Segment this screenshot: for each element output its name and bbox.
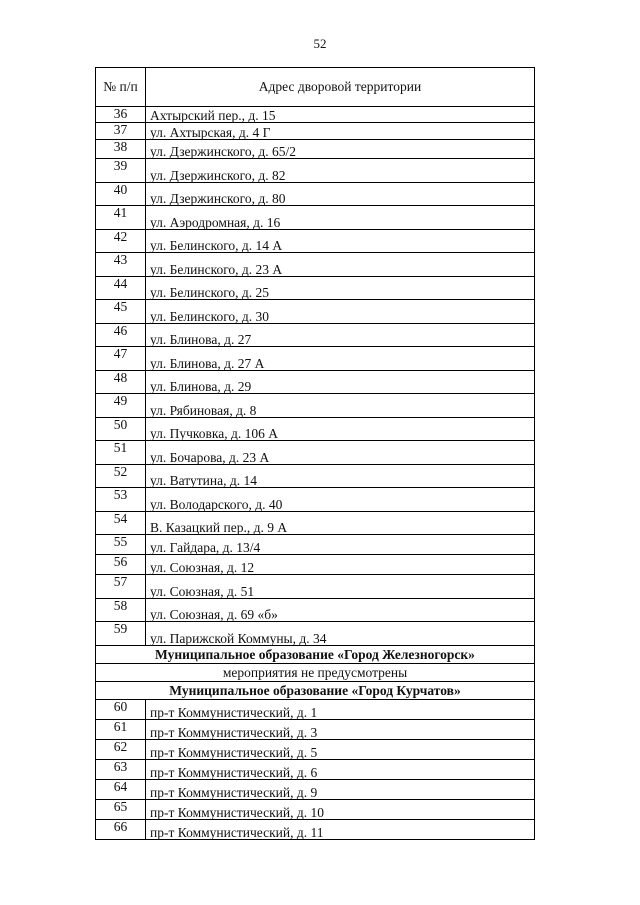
table-row xyxy=(96,720,535,740)
row-number: 39 xyxy=(96,159,146,183)
table-group-2 xyxy=(96,700,535,840)
table-row xyxy=(96,465,535,488)
row-number: 52 xyxy=(96,465,146,488)
table-row xyxy=(96,575,535,599)
row-number: 41 xyxy=(96,206,146,230)
row-number: 56 xyxy=(96,555,146,575)
row-address: ул. Ватутина, д. 14 xyxy=(146,465,535,488)
row-address: ул. Блинова, д. 29 xyxy=(146,371,535,394)
row-number: 36 xyxy=(96,107,146,123)
row-address: ул. Парижской Коммуны, д. 34 xyxy=(146,622,535,646)
table-row xyxy=(96,418,535,441)
note-row xyxy=(96,664,535,682)
table-row xyxy=(96,107,535,123)
row-address: ул. Аэродромная, д. 16 xyxy=(146,206,535,230)
table-row xyxy=(96,371,535,394)
row-number: 57 xyxy=(96,575,146,599)
row-number: 40 xyxy=(96,183,146,206)
row-number: 43 xyxy=(96,253,146,277)
table-row xyxy=(96,300,535,324)
row-number: 46 xyxy=(96,324,146,347)
row-number: 44 xyxy=(96,277,146,300)
row-address: В. Казацкий пер., д. 9 А xyxy=(146,512,535,535)
row-address: ул. Дзержинского, д. 82 xyxy=(146,159,535,183)
row-number: 51 xyxy=(96,441,146,465)
row-number: 54 xyxy=(96,512,146,535)
row-number: 47 xyxy=(96,347,146,371)
table-row xyxy=(96,800,535,820)
row-number: 53 xyxy=(96,488,146,512)
row-number: 64 xyxy=(96,780,146,800)
row-number: 49 xyxy=(96,394,146,418)
table-row xyxy=(96,512,535,535)
table-row xyxy=(96,780,535,800)
row-address: ул. Бочарова, д. 23 А xyxy=(146,441,535,465)
row-address: ул. Пучковка, д. 106 А xyxy=(146,418,535,441)
row-address: ул. Блинова, д. 27 xyxy=(146,324,535,347)
table-sections xyxy=(96,646,535,700)
table-row xyxy=(96,183,535,206)
address-table xyxy=(95,67,535,840)
table-row xyxy=(96,740,535,760)
table-row xyxy=(96,488,535,512)
section-title: Муниципальное образование «Город Курчатов» xyxy=(96,682,535,700)
table-row xyxy=(96,206,535,230)
row-address: пр-т Коммунистический, д. 11 xyxy=(146,820,535,840)
table-row xyxy=(96,253,535,277)
row-number: 60 xyxy=(96,700,146,720)
table-row xyxy=(96,555,535,575)
section-row-zheleznogorsk xyxy=(96,646,535,664)
row-address: пр-т Коммунистический, д. 9 xyxy=(146,780,535,800)
table-row xyxy=(96,820,535,840)
row-address: ул. Союзная, д. 12 xyxy=(146,555,535,575)
table-row xyxy=(96,599,535,622)
row-address: ул. Союзная, д. 51 xyxy=(146,575,535,599)
section-row-kurchatov xyxy=(96,682,535,700)
row-address: ул. Союзная, д. 69 «б» xyxy=(146,599,535,622)
row-address: ул. Володарского, д. 40 xyxy=(146,488,535,512)
row-address: ул. Белинского, д. 14 А xyxy=(146,230,535,253)
row-address: ул. Белинского, д. 25 xyxy=(146,277,535,300)
row-number: 59 xyxy=(96,622,146,646)
row-number: 38 xyxy=(96,140,146,159)
table-row xyxy=(96,700,535,720)
row-number: 42 xyxy=(96,230,146,253)
row-number: 66 xyxy=(96,820,146,840)
table-header-row xyxy=(96,68,535,107)
row-number: 48 xyxy=(96,371,146,394)
page-number: 52 xyxy=(313,36,327,51)
row-address: пр-т Коммунистический, д. 5 xyxy=(146,740,535,760)
table-row xyxy=(96,324,535,347)
row-number: 65 xyxy=(96,800,146,820)
row-address: ул. Рябиновая, д. 8 xyxy=(146,394,535,418)
row-address: ул. Гайдара, д. 13/4 xyxy=(146,535,535,555)
table-row xyxy=(96,230,535,253)
row-number: 45 xyxy=(96,300,146,324)
table-row xyxy=(96,535,535,555)
section-note: мероприятия не предусмотрены xyxy=(96,664,535,682)
table-row xyxy=(96,347,535,371)
table-group-1 xyxy=(96,107,535,646)
row-address: ул. Дзержинского, д. 80 xyxy=(146,183,535,206)
row-address: ул. Ахтырская, д. 4 Г xyxy=(146,123,535,140)
row-number: 55 xyxy=(96,535,146,555)
row-number: 62 xyxy=(96,740,146,760)
row-address: ул. Дзержинского, д. 65/2 xyxy=(146,140,535,159)
row-number: 58 xyxy=(96,599,146,622)
row-address: пр-т Коммунистический, д. 3 xyxy=(146,720,535,740)
row-address: ул. Блинова, д. 27 А xyxy=(146,347,535,371)
table-row xyxy=(96,140,535,159)
row-address: пр-т Коммунистический, д. 1 xyxy=(146,700,535,720)
table-row xyxy=(96,760,535,780)
row-number: 61 xyxy=(96,720,146,740)
row-address: пр-т Коммунистический, д. 6 xyxy=(146,760,535,780)
section-title: Муниципальное образование «Город Железногорск» xyxy=(96,646,535,664)
table-row xyxy=(96,394,535,418)
row-address: ул. Белинского, д. 23 А xyxy=(146,253,535,277)
table-row xyxy=(96,159,535,183)
table-row xyxy=(96,123,535,140)
table-row xyxy=(96,441,535,465)
column-header-address: Адрес дворовой территории xyxy=(146,68,535,107)
row-address: пр-т Коммунистический, д. 10 xyxy=(146,800,535,820)
row-address: ул. Белинского, д. 30 xyxy=(146,300,535,324)
row-number: 50 xyxy=(96,418,146,441)
row-number: 37 xyxy=(96,123,146,140)
table-row xyxy=(96,622,535,646)
table-row xyxy=(96,277,535,300)
row-number: 63 xyxy=(96,760,146,780)
row-address: Ахтырский пер., д. 15 xyxy=(146,107,535,123)
column-header-number: № п/п xyxy=(96,68,146,107)
